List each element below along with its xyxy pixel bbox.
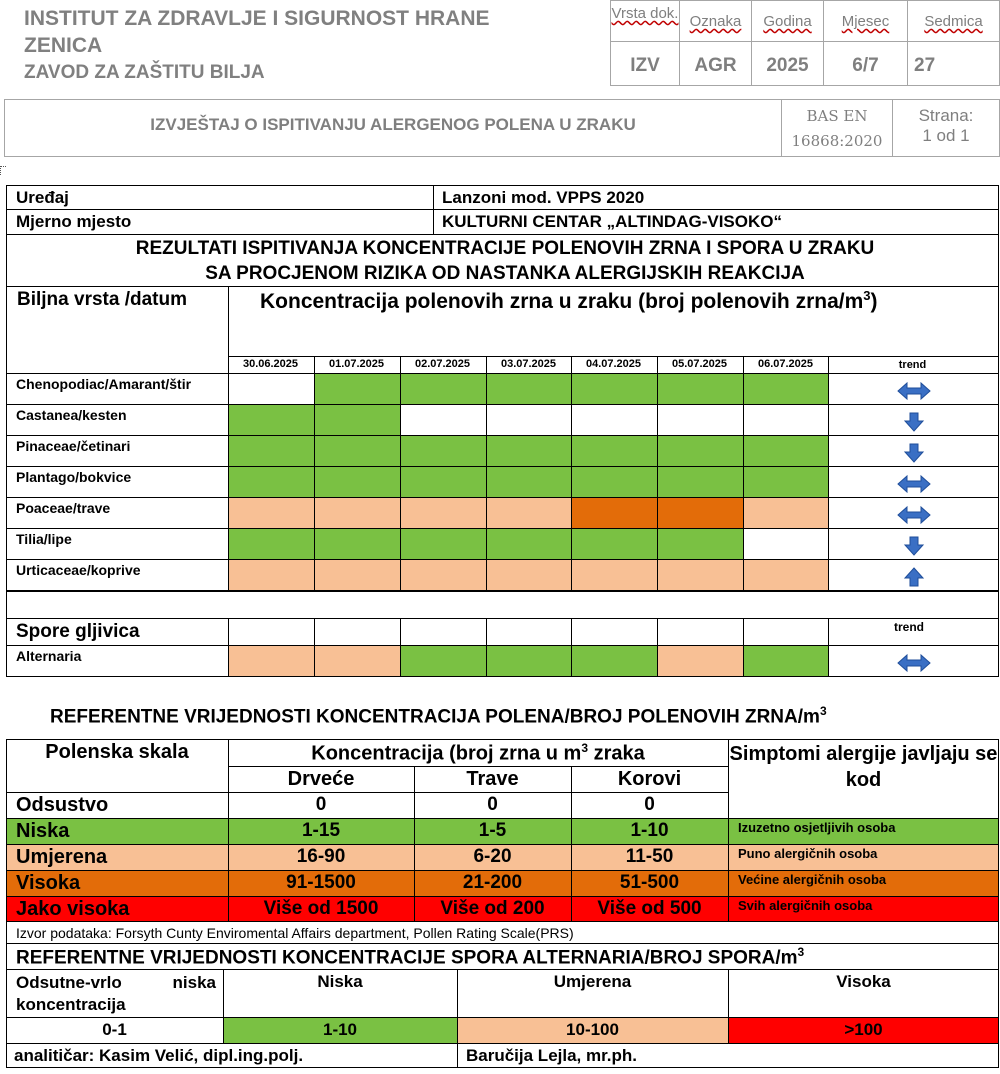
trend-down-icon bbox=[896, 535, 932, 557]
institute-line2: ZENICA bbox=[24, 34, 103, 57]
trend-down-icon bbox=[896, 442, 932, 464]
ref-value: 91-1500 bbox=[286, 872, 356, 893]
ref-level: Odsustvo bbox=[16, 794, 109, 816]
pollen-row-cell-low bbox=[658, 529, 743, 559]
device-value: Lanzoni mod. VPPS 2020 bbox=[442, 188, 645, 207]
pollen-row-cell-moderate bbox=[572, 560, 657, 590]
spore-row-cell-low bbox=[744, 646, 829, 676]
ref-value: 21-200 bbox=[462, 872, 523, 893]
pollen-row-cell-low bbox=[572, 436, 657, 466]
spore-val-absent: 0-1 bbox=[102, 1020, 127, 1039]
doc-value-3: 6/7 bbox=[852, 55, 879, 76]
spore-row-cell-moderate bbox=[315, 646, 400, 676]
pollen-row-cell-high bbox=[572, 498, 657, 528]
ref-conc-header: Koncentracija (broj zrna u $m^3$ zraka bbox=[311, 741, 645, 765]
col-grasses: Trave bbox=[466, 768, 519, 790]
device-label: Uređaj bbox=[16, 188, 69, 207]
col-weeds: Korovi bbox=[617, 768, 682, 790]
spore-row-cell-low bbox=[401, 646, 486, 676]
doc-value-0: IZV bbox=[630, 55, 660, 76]
pollen-row-name: Pinaceae/četinari bbox=[16, 438, 131, 454]
report-title: IZVJEŠTAJ O ISPITIVANJU ALERGENOG POLENA U ZRAKU bbox=[150, 115, 636, 134]
pollen-row-cell-low bbox=[487, 529, 572, 559]
date-label: 05.07.2025 bbox=[671, 358, 728, 370]
pollen-row-cell-moderate bbox=[229, 498, 314, 528]
analyst-1: analitičar: Kasim Velić, dipl.ing.polj. bbox=[14, 1046, 304, 1065]
species-header: Biljna vrsta /datum bbox=[17, 289, 187, 310]
trend-stable-icon bbox=[896, 652, 932, 674]
pollen-row-cell-moderate bbox=[229, 560, 314, 590]
ref-value: 1-15 bbox=[301, 820, 341, 841]
ref-value: 6-20 bbox=[473, 846, 512, 867]
scale-header: Polenska skala bbox=[45, 741, 189, 763]
pollen-row-cell-moderate bbox=[401, 498, 486, 528]
spore-row-cell-low bbox=[487, 646, 572, 676]
spores-trend-label: trend bbox=[894, 620, 924, 634]
ref-value: 1-10 bbox=[630, 820, 669, 841]
pollen-row-name: Poaceae/trave bbox=[16, 500, 111, 516]
date-label: 30.06.2025 bbox=[242, 358, 299, 370]
trend-up-icon bbox=[896, 566, 932, 588]
trend-stable-icon bbox=[896, 504, 932, 526]
ref-value: 51-500 bbox=[619, 872, 680, 893]
pollen-row-cell-none bbox=[487, 405, 572, 435]
pollen-row-cell-low bbox=[315, 405, 400, 435]
pollen-row-cell-low bbox=[744, 436, 829, 466]
pollen-row-cell-low bbox=[401, 467, 486, 497]
pollen-row-name: Tilia/lipe bbox=[16, 531, 72, 547]
pollen-row-cell-low bbox=[658, 467, 743, 497]
ref-value: 0 bbox=[487, 794, 498, 815]
concentration-header: Koncentracija polenovih zrna u zraku (broj polenovih zrna/$m^3$) bbox=[260, 288, 878, 313]
doc-label-1: Oznaka bbox=[689, 13, 742, 30]
source-note: Izvor podataka: Forsyth Cunty Enviromental Affairs department, Pollen Rating Scale(PRS) bbox=[16, 925, 574, 941]
pollen-row-cell-high bbox=[658, 498, 743, 528]
pollen-row-cell-moderate bbox=[487, 498, 572, 528]
pollen-row-cell-moderate bbox=[315, 498, 400, 528]
spore-val-low: 1-10 bbox=[322, 1020, 358, 1039]
page-value: 1 od 1 bbox=[922, 126, 970, 145]
pollen-row-cell-low bbox=[401, 436, 486, 466]
trend-stable-icon bbox=[896, 473, 932, 495]
pollen-row-cell-low bbox=[229, 436, 314, 466]
symptoms-header: Simptomi alergije javljaju se kod bbox=[729, 743, 998, 791]
pollen-row-cell-low bbox=[315, 374, 400, 404]
doc-label-3: Mjesec bbox=[841, 13, 890, 30]
date-label: 02.07.2025 bbox=[414, 358, 471, 370]
pollen-row-cell-low bbox=[487, 467, 572, 497]
pollen-row-cell-none bbox=[744, 529, 829, 559]
ref-value: Više od 200 bbox=[440, 898, 545, 919]
spore-col-high: Visoka bbox=[836, 972, 891, 991]
ref-value: 0 bbox=[644, 794, 655, 815]
spores-header: Spore gljivica bbox=[16, 621, 140, 642]
ref-level: Umjerena bbox=[16, 846, 108, 868]
spore-col-low: Niska bbox=[317, 972, 363, 991]
reference-pollen-title: REFERENTNE VRIJEDNOSTI KONCENTRACIJA POLENA/BROJ POLENOVIH ZRNA/$m^3$ bbox=[50, 704, 827, 728]
ref-level: Visoka bbox=[16, 872, 81, 894]
date-label: 04.07.2025 bbox=[585, 358, 642, 370]
pollen-row-cell-moderate bbox=[315, 560, 400, 590]
pollen-row-name: Plantago/bokvice bbox=[16, 469, 132, 485]
trend-label: trend bbox=[898, 359, 927, 371]
pollen-row-cell-moderate bbox=[658, 560, 743, 590]
site-value: KULTURNI CENTAR „ALTINDAG-VISOKO“ bbox=[442, 212, 782, 231]
spore-val-high: >100 bbox=[844, 1020, 883, 1039]
site-label: Mjerno mjesto bbox=[16, 212, 132, 231]
pollen-row-cell-low bbox=[401, 529, 486, 559]
pollen-row-cell-low bbox=[487, 374, 572, 404]
spore-row-name: Alternaria bbox=[16, 648, 82, 664]
anchor-mark bbox=[0, 166, 6, 175]
ref-symptom: Izuzetno osjetljivih osoba bbox=[738, 820, 896, 835]
pollen-row-cell-low bbox=[229, 529, 314, 559]
pollen-row-cell-low bbox=[572, 467, 657, 497]
pollen-row-cell-low bbox=[487, 436, 572, 466]
date-label: 01.07.2025 bbox=[328, 358, 385, 370]
doc-value-2: 2025 bbox=[766, 55, 809, 76]
col-trees: Drveće bbox=[287, 768, 355, 790]
date-label: 06.07.2025 bbox=[757, 358, 814, 370]
results-title: REZULTATI ISPITIVANJA KONCENTRACIJE POLENOVIH ZRNA I SPORA U ZRAKU SA PROCJENOM RIZIKA OD NASTANKA ALERGIJSKIH REAKCIJA bbox=[135, 238, 875, 284]
page-label: Strana: bbox=[918, 106, 974, 125]
spore-col-absent: Odsutne-vrlo niska koncentracija bbox=[16, 973, 216, 1014]
ref-symptom: Većine alergičnih osoba bbox=[738, 872, 887, 887]
ref-level: Niska bbox=[16, 820, 70, 842]
pollen-row-cell-low bbox=[315, 529, 400, 559]
pollen-row-cell-low bbox=[744, 467, 829, 497]
pollen-row-cell-low bbox=[572, 374, 657, 404]
pollen-row-cell-none bbox=[401, 405, 486, 435]
pollen-row-cell-moderate bbox=[744, 560, 829, 590]
spore-val-moderate: 10-100 bbox=[566, 1020, 619, 1039]
spore-row-cell-moderate bbox=[229, 646, 314, 676]
doc-value-4: 27 bbox=[914, 55, 936, 76]
spore-col-moderate: Umjerena bbox=[553, 972, 632, 991]
doc-label-4: Sedmica bbox=[924, 13, 983, 30]
pollen-row-cell-low bbox=[315, 436, 400, 466]
pollen-row-cell-low bbox=[744, 374, 829, 404]
pollen-row-cell-low bbox=[229, 405, 314, 435]
ref-value: Više od 1500 bbox=[263, 898, 379, 919]
pollen-row-cell-none bbox=[658, 405, 743, 435]
institute-line1: INSTITUT ZA ZDRAVLJE I SIGURNOST HRANE bbox=[24, 7, 490, 30]
ref-symptom: Svih alergičnih osoba bbox=[738, 898, 873, 913]
spore-row-cell-low bbox=[572, 646, 657, 676]
pollen-row-cell-none bbox=[744, 405, 829, 435]
institute-line3: ZAVOD ZA ZAŠTITU BILJA bbox=[24, 62, 265, 83]
pollen-row-name: Castanea/kesten bbox=[16, 407, 127, 423]
doc-label-0: Vrsta dok. bbox=[611, 5, 679, 22]
doc-label-2: Godina bbox=[763, 13, 812, 30]
pollen-row-cell-low bbox=[315, 467, 400, 497]
pollen-row-cell-none bbox=[229, 374, 314, 404]
pollen-row-cell-moderate bbox=[744, 498, 829, 528]
ref-symptom: Puno alergičnih osoba bbox=[738, 846, 878, 861]
trend-stable-icon bbox=[896, 380, 932, 402]
pollen-row-cell-low bbox=[658, 374, 743, 404]
pollen-row-cell-moderate bbox=[401, 560, 486, 590]
ref-level: Jako visoka bbox=[16, 898, 130, 920]
pollen-row-cell-low bbox=[401, 374, 486, 404]
pollen-row-name: Urticaceae/koprive bbox=[16, 562, 141, 578]
ref-value: Više od 500 bbox=[597, 898, 702, 919]
ref-value: 1-5 bbox=[478, 820, 507, 841]
pollen-row-cell-none bbox=[572, 405, 657, 435]
pollen-row-cell-moderate bbox=[487, 560, 572, 590]
pollen-row-cell-low bbox=[658, 436, 743, 466]
ref-value: 11-50 bbox=[625, 846, 674, 867]
doc-value-1: AGR bbox=[694, 55, 737, 76]
reference-spores-title: REFERENTNE VRIJEDNOSTI KONCENTRACIJE SPORA ALTERNARIA/BROJ SPORA/$m^3$ bbox=[16, 945, 805, 969]
pollen-row-name: Chenopodiac/Amarant/štir bbox=[16, 376, 192, 392]
spore-row-cell-moderate bbox=[658, 646, 743, 676]
date-label: 03.07.2025 bbox=[500, 358, 557, 370]
analyst-2: Baručija Lejla, mr.ph. bbox=[466, 1046, 638, 1065]
pollen-row-cell-low bbox=[572, 529, 657, 559]
trend-down-icon bbox=[896, 411, 932, 433]
ref-value: 0 bbox=[315, 794, 327, 815]
ref-value: 16-90 bbox=[296, 846, 346, 867]
pollen-row-cell-low bbox=[229, 467, 314, 497]
standard: BAS EN 16868:2020 bbox=[781, 99, 893, 157]
